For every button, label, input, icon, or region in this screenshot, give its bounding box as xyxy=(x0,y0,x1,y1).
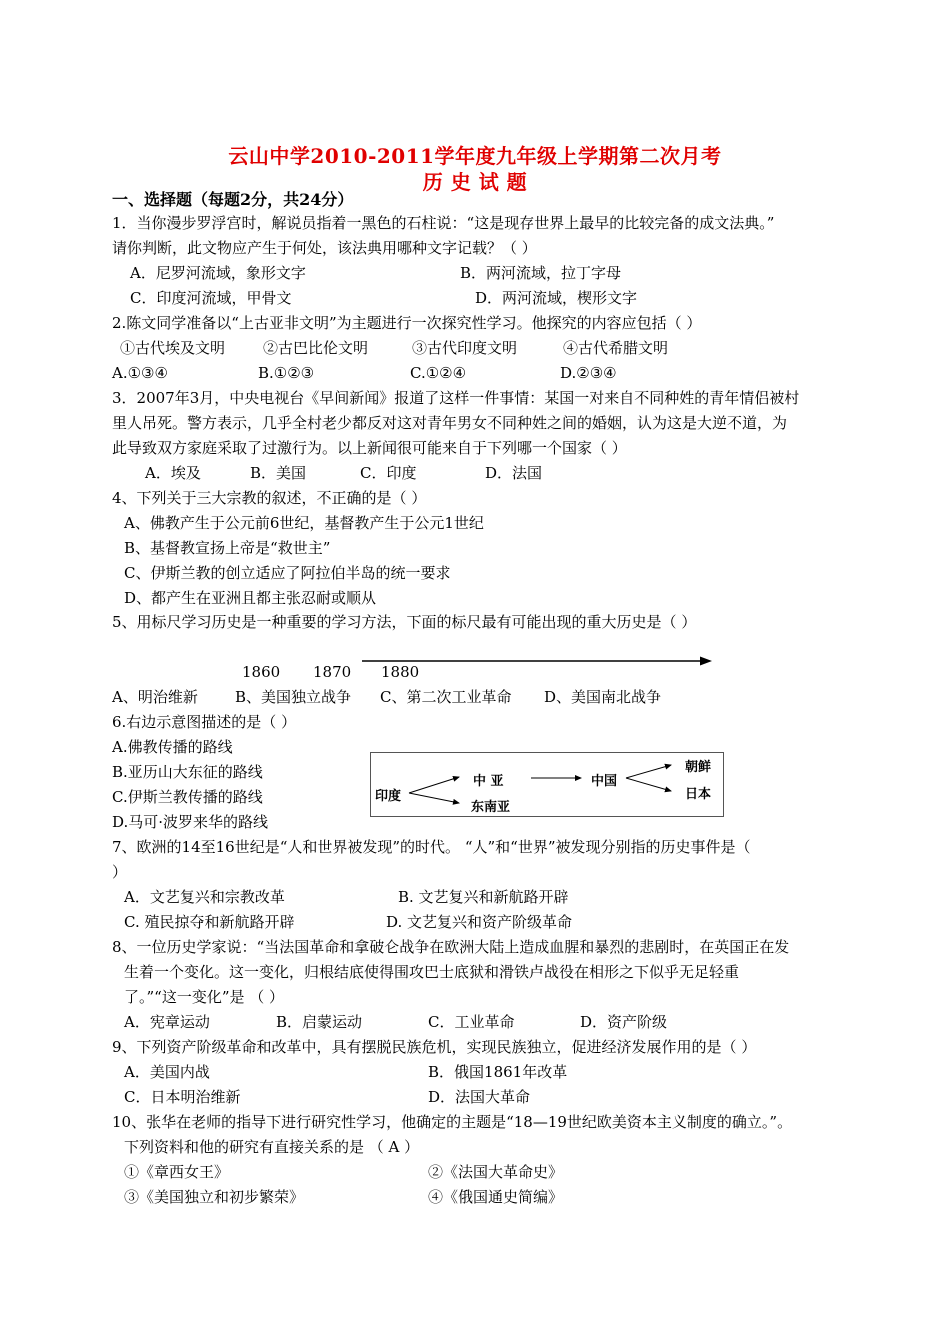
node-southeast-asia: 东南亚 xyxy=(471,800,511,815)
q8-stem-line2: 生着一个变化。这一变化，归根结底使得围攻巴士底狱和滑铁卢战役在相形之下似乎无足轻重 xyxy=(124,963,740,981)
q2-item-2: ②古巴比伦文明 xyxy=(263,339,369,357)
q4-option-c: C、伊斯兰教的创立适应了阿拉伯半岛的统一要求 xyxy=(124,564,451,582)
q2-item-3: ③古代印度文明 xyxy=(412,339,518,357)
q9-option-a: A．美国内战 xyxy=(124,1063,210,1081)
q8-option-a: A．宪章运动 xyxy=(124,1013,210,1031)
q2-stem: 2.陈文同学准备以“上古亚非文明”为主题进行一次探究性学习。他探究的内容应包括（ ） xyxy=(112,314,702,332)
q10-option-4: ④《俄国通史简编》 xyxy=(428,1188,564,1206)
q5-option-a: A、明治维新 xyxy=(112,688,198,706)
q6-option-c: C.伊斯兰教传播的路线 xyxy=(112,788,263,806)
q1-stem-line2: 请你判断，此文物应产生于何处，该法典用哪种文字记载？（ ） xyxy=(112,239,537,257)
q3-stem-line2: 里人吊死。警方表示，几乎全村老少都反对这对青年男女不同种姓之间的婚姻，认为这是大逆不道，为 xyxy=(112,414,788,432)
exam-title: 云山中学2010-2011学年度九年级上学期第二次月考 xyxy=(228,144,722,168)
q2-option-d: D.②③④ xyxy=(560,364,617,382)
node-japan: 日本 xyxy=(685,787,712,802)
timeline-label-1880: 1880 xyxy=(381,663,420,681)
q5-option-b: B、美国独立战争 xyxy=(235,688,352,706)
q1-option-a: A．尼罗河流域，象形文字 xyxy=(130,264,306,282)
q6-option-d: D.马可·波罗来华的路线 xyxy=(112,813,269,831)
q1-stem-line1: 1．当你漫步罗浮宫时，解说员指着一黑色的石柱说：“这是现存世界上最早的比较完备的成文法典。” xyxy=(112,214,775,232)
q7-option-a: A．文艺复兴和宗教改革 xyxy=(124,888,285,906)
q2-item-1: ①古代埃及文明 xyxy=(120,339,226,357)
q8-option-b: B．启蒙运动 xyxy=(276,1013,363,1031)
q9-option-b: B．俄国1861年改革 xyxy=(428,1063,568,1081)
q7-option-d: D. 文艺复兴和资产阶级革命 xyxy=(386,913,573,931)
q9-option-c: C．日本明治维新 xyxy=(124,1088,241,1106)
q2-item-4: ④古代希腊文明 xyxy=(563,339,669,357)
q3-stem-line1: 3．2007年3月，中央电视台《早间新闻》报道了这样一件事情：某国一对来自不同种姓的青年情侣被村 xyxy=(112,389,800,407)
q3-stem-line3: 此导致双方家庭采取了过激行为。以上新闻很可能来自于下列哪一个国家（ ） xyxy=(112,439,627,457)
q10-stem-line2: 下列资料和他的研究有直接关系的是 （ A ） xyxy=(124,1138,420,1156)
q7-stem-line2: ） xyxy=(112,863,128,881)
q9-stem: 9、下列资产阶级革命和改革中，具有摆脱民族危机，实现民族独立，促进经济发展作用的是（ ） xyxy=(112,1038,757,1056)
q3-option-b: B．美国 xyxy=(250,464,307,482)
q8-option-c: C．工业革命 xyxy=(428,1013,515,1031)
node-india: 印度 xyxy=(375,789,402,804)
q8-stem-line3: 了。”“这一变化”是 （ ） xyxy=(124,988,285,1006)
section-heading: 一、选择题（每题2分，共24分） xyxy=(112,190,354,209)
q10-option-3: ③《美国独立和初步繁荣》 xyxy=(124,1188,305,1206)
node-central-asia: 中 亚 xyxy=(473,774,504,789)
q4-option-d: D、都产生在亚洲且都主张忍耐或顺从 xyxy=(124,589,377,607)
route-arrows xyxy=(371,753,723,816)
q10-stem-line1: 10、张华在老师的指导下进行研究性学习，他确定的主题是“18—19世纪欧美资本主义制度的确立。”。 xyxy=(112,1113,793,1131)
q5-option-c: C、第二次工业革命 xyxy=(380,688,512,706)
route-diagram xyxy=(370,752,724,817)
timeline-arrow xyxy=(360,654,714,668)
q3-option-d: D．法国 xyxy=(485,464,543,482)
timeline-label-1860: 1860 xyxy=(242,663,281,681)
q4-option-b: B、基督教宣扬上帝是“救世主” xyxy=(124,539,331,557)
node-korea: 朝鲜 xyxy=(685,760,712,775)
q9-option-d: D．法国大革命 xyxy=(428,1088,531,1106)
q6-option-b: B.亚历山大东征的路线 xyxy=(112,763,263,781)
q1-option-c: C．印度河流域，甲骨文 xyxy=(130,289,292,307)
q4-stem: 4、下列关于三大宗教的叙述，不正确的是（ ） xyxy=(112,489,427,507)
q3-option-c: C．印度 xyxy=(360,464,417,482)
q2-option-c: C.①②④ xyxy=(410,364,467,382)
q7-stem-line1: 7、欧洲的14至16世纪是“人和世界被发现”的时代。 “人”和“世界”被发现分别指的历史事件是（ xyxy=(112,838,751,856)
q1-option-b: B．两河流域，拉丁字母 xyxy=(460,264,622,282)
q2-option-a: A.①③④ xyxy=(112,364,168,382)
q6-stem: 6.右边示意图描述的是（ ） xyxy=(112,713,297,731)
q7-option-b: B. 文艺复兴和新航路开辟 xyxy=(398,888,569,906)
q8-option-d: D．资产阶级 xyxy=(580,1013,668,1031)
q4-option-a: A、佛教产生于公元前6世纪，基督教产生于公元1世纪 xyxy=(124,514,484,532)
q3-option-a: A．埃及 xyxy=(145,464,201,482)
q2-option-b: B.①②③ xyxy=(258,364,315,382)
node-china: 中国 xyxy=(591,774,618,789)
timeline-label-1870: 1870 xyxy=(313,663,352,681)
q1-option-d: D．两河流域，楔形文字 xyxy=(475,289,638,307)
q7-option-c: C. 殖民掠夺和新航路开辟 xyxy=(124,913,295,931)
q10-option-2: ②《法国大革命史》 xyxy=(428,1163,564,1181)
q10-option-1: ①《章西女王》 xyxy=(124,1163,230,1181)
q5-option-d: D、美国南北战争 xyxy=(544,688,662,706)
q8-stem-line1: 8、一位历史学家说：“当法国革命和拿破仑战争在欧洲大陆上造成血腥和暴烈的悲剧时，在英国正在发 xyxy=(112,938,790,956)
exam-subtitle: 历 史 试 题 xyxy=(422,170,528,194)
q5-stem: 5、用标尺学习历史是一种重要的学习方法，下面的标尺最有可能出现的重大历史是（ ） xyxy=(112,613,697,631)
q6-option-a: A.佛教传播的路线 xyxy=(112,738,233,756)
